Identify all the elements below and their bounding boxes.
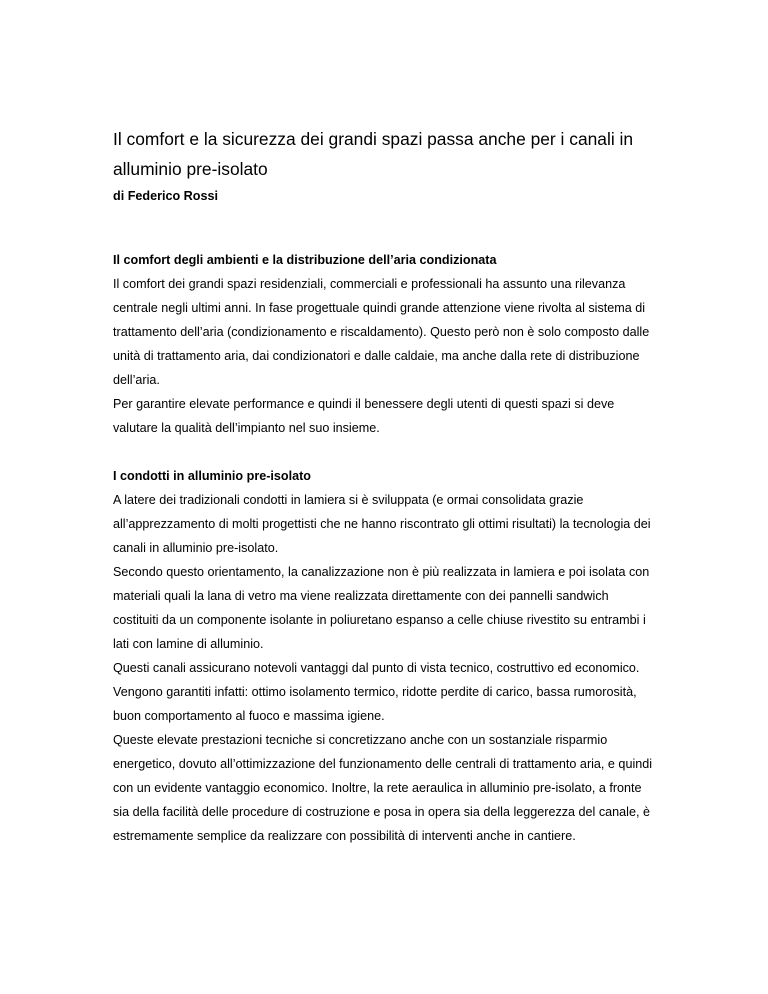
section-heading: Il comfort degli ambienti e la distribuzione dell’aria condizionata xyxy=(113,253,497,267)
document-body xyxy=(113,124,653,848)
paragraph: Questi canali assicurano notevoli vantaggi dal punto di vista tecnico, costruttivo ed economico. Vengono garantiti infatti: ottimo isolamento termico, ridotte perdite di carico, bassa rumorosità, buon comportamento al fuoco e massima igiene. xyxy=(113,661,640,723)
paragraph: Secondo questo orientamento, la canalizzazione non è più realizzata in lamiera e poi isolata con materiali quali la lana di vetro ma viene realizzata direttamente con dei pannelli sandwich costituiti da un componente isolante in poliuretano espanso a celle chiuse rivestito su entrambi i lati con lamine di alluminio. xyxy=(113,565,650,651)
section-condotti-alluminio xyxy=(113,464,653,848)
section-heading: I condotti in alluminio pre-isolato xyxy=(113,469,312,483)
author-byline: di Federico Rossi xyxy=(113,189,218,203)
section-comfort-ambienti xyxy=(113,248,653,440)
paragraph: A latere dei tradizionali condotti in lamiera si è sviluppata (e ormai consolidata grazie all’apprezzamento di molti progettisti che ne hanno riscontrato gli ottimi risultati) la tecnologia dei canali in alluminio pre-isolato. xyxy=(113,493,651,555)
paragraph: Queste elevate prestazioni tecniche si concretizzano anche con un sostanziale risparmio energetico, dovuto all’ottimizzazione del funzionamento delle centrali di trattamento aria, e quindi con un evidente vantaggio economico. Inoltre, la rete aeraulica in alluminio pre-isolato, a fronte sia della facilità delle procedure di costruzione e posa in opera sia della leggerezza del canale, è estremamente semplice da realizzare con possibilità di interventi anche in cantiere. xyxy=(113,733,653,843)
document-title: Il comfort e la sicurezza dei grandi spazi passa anche per i canali in alluminio pre-isolato xyxy=(113,129,634,179)
paragraph: Il comfort dei grandi spazi residenziali, commerciali e professionali ha assunto una rilevanza centrale negli ultimi anni. In fase progettuale quindi grande attenzione viene rivolta al sistema di trattamento dell’aria (condizionamento e riscaldamento). Questo però non è solo composto dalle unità di trattamento aria, dai condizionatori e dalle caldaie, ma anche dalla rete di distribuzione dell’aria. xyxy=(113,277,650,387)
paragraph: Per garantire elevate performance e quindi il benessere degli utenti di questi spazi si deve valutare la qualità dell’impianto nel suo insieme. xyxy=(113,397,615,435)
